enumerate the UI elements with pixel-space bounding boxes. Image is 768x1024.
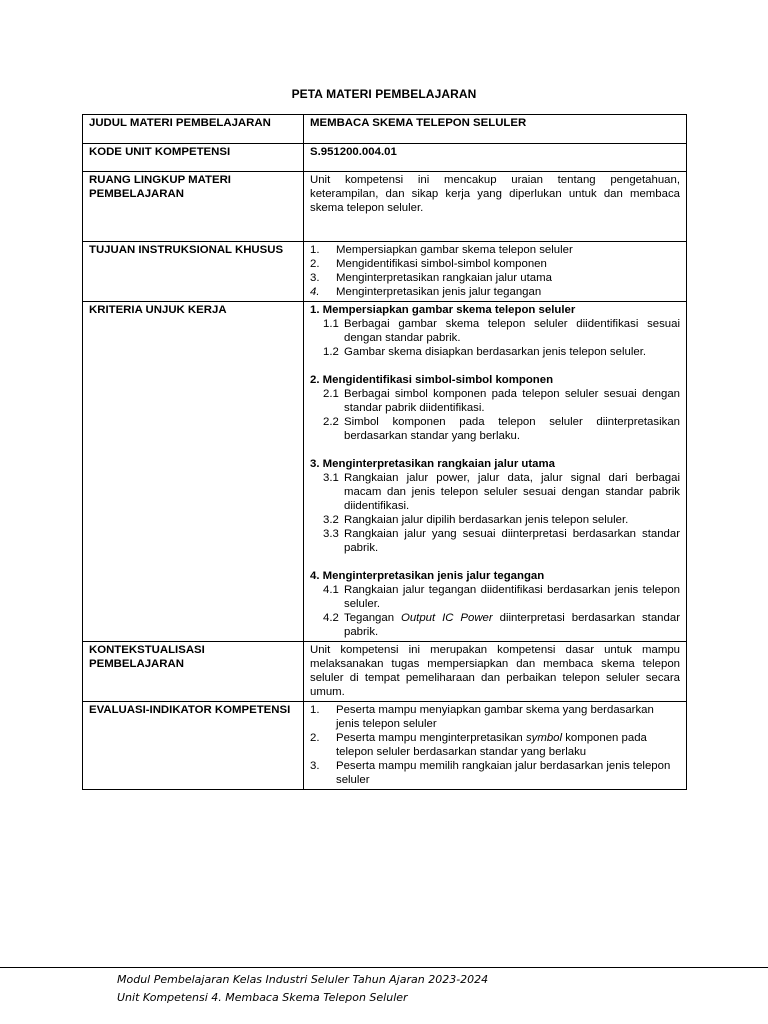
kriteria-heading-3: 3. Menginterpretasikan rangkaian jalur utama [310,458,555,470]
kriteria-item: 3.2 Rangkaian jalur dipilih berdasarkan jenis telepon seluler. [323,514,629,526]
label-evaluasi: EVALUASI-INDIKATOR KOMPETENSI [83,702,304,790]
footer-line-1: Modul Pembelajaran Kelas Industri Seluler Tahun Ajaran 2023-2024 [117,973,489,986]
kriteria-item: 1.2 Gambar skema disiapkan berdasarkan jenis telepon seluler. [323,346,647,358]
footer-line-2: Unit Kompetensi 4. Membaca Skema Telepon Seluler [117,991,408,1004]
list-item: 2. Peserta mampu menginterpretasikan symbol komponen pada telepon seluler berdasarkan standar yang berlaku [310,732,647,758]
kriteria-heading-2: 2. Mengidentifikasi simbol-simbol komponen [310,374,554,386]
kriteria-item: 3.1 Rangkaian jalur power, jalur data, jalur signal dari berbagai macam dan jenis telepon seluler sesuai dengan standar pabrik diidentifikasi. [323,472,680,512]
value-kode: S.951200.004.01 [304,144,687,172]
list-item: 3. Menginterpretasikan rangkaian jalur utama [310,272,552,284]
label-konteks: KONTEKSTUALISASI PEMBELAJARAN [83,642,304,702]
value-evaluasi [304,702,687,790]
kriteria-heading-1: 1. Mempersiapkan gambar skema telepon seluler [310,304,576,316]
label-kriteria: KRITERIA UNJUK KERJA [83,302,304,642]
row-konteks [83,642,687,702]
footer-divider [0,967,768,968]
row-evaluasi [83,702,687,790]
kriteria-item: 3.3 Rangkaian jalur yang sesuai diinterpretasi berdasarkan standar pabrik. [323,528,680,554]
kriteria-item: 2.2 Simbol komponen pada telepon seluler diinterpretasikan berdasarkan standar yang berlaku. [323,416,680,442]
label-kode: KODE UNIT KOMPETENSI [83,144,304,172]
value-tujuan [304,242,687,302]
tujuan-list [310,243,680,299]
kriteria-heading-4: 4. Menginterpretasikan jenis jalur tegangan [310,570,545,582]
document-title: PETA MATERI PEMBELAJARAN [291,87,477,101]
value-ruang: Unit kompetensi ini mencakup uraian tentang pengetahuan, keterampilan, dan sikap kerja yang diperlukan untuk dan membaca skema telepon seluler. [304,172,687,242]
list-item: 1. Peserta mampu menyiapkan gambar skema yang berdasarkan jenis telepon seluler [310,704,654,730]
kriteria-item: 4.2 Tegangan Output IC Power diinterpretasi berdasarkan standar pabrik. [323,612,680,638]
value-konteks: Unit kompetensi ini merupakan kompetensi dasar untuk mampu melaksanakan tugas mempersiapkan dan membaca skema telepon seluler di tempat pemeliharaan dan perbaikan telepon seluler secara umum. [304,642,687,702]
row-ruang [83,172,687,242]
value-kriteria [304,302,687,642]
label-ruang: RUANG LINGKUP MATERI PEMBELAJARAN [83,172,304,242]
list-item: 1. Mempersiapkan gambar skema telepon seluler [310,244,573,256]
value-judul: MEMBACA SKEMA TELEPON SELULER [304,115,687,144]
label-tujuan: TUJUAN INSTRUKSIONAL KHUSUS [83,242,304,302]
row-kriteria [83,302,687,642]
row-tujuan [83,242,687,302]
kriteria-item: 4.1 Rangkaian jalur tegangan diidentifikasi berdasarkan jenis telepon seluler. [323,584,680,610]
kriteria-item: 2.1 Berbagai simbol komponen pada telepon seluler sesuai dengan standar pabrik diidentifikasi. [323,388,680,414]
evaluasi-list [310,703,680,787]
row-kode [83,144,687,172]
kriteria-item: 1.1 Berbagai gambar skema telepon seluler diidentifikasi sesuai dengan standar pabrik. [323,318,680,344]
list-item: 2. Mengidentifikasi simbol-simbol komponen [310,258,547,270]
label-judul: JUDUL MATERI PEMBELAJARAN [83,115,304,144]
learning-map-table [82,114,687,790]
row-judul [83,115,687,144]
list-item: 3. Peserta mampu memilih rangkaian jalur berdasarkan jenis telepon seluler [310,760,671,786]
list-item: 4. Menginterpretasikan jenis jalur tegangan [310,286,542,298]
